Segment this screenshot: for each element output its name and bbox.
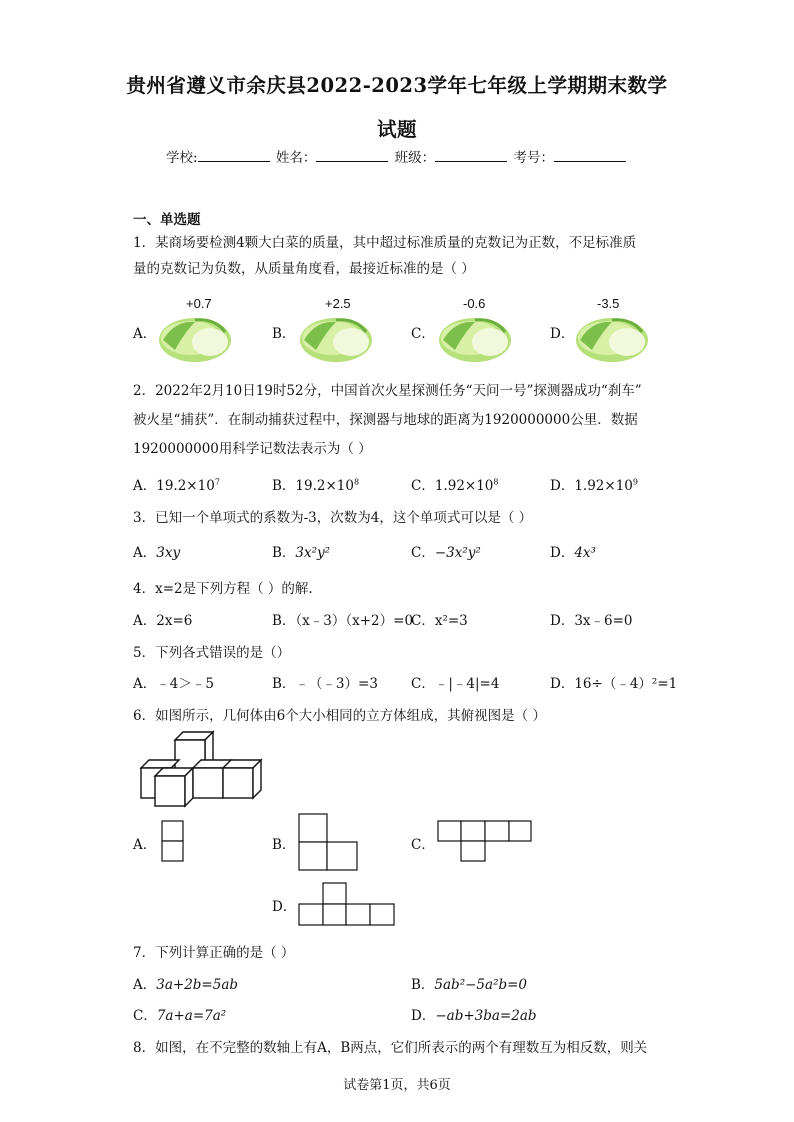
- cabbage-icon: [572, 312, 650, 366]
- q7-option-d: D．−ab+3ba=2ab: [411, 1008, 537, 1024]
- question-1: [133, 230, 663, 282]
- question-7: 7．下列计算正确的是（ ）: [133, 945, 295, 961]
- q2-option-d: D．$1.92\times 10^9$: [550, 477, 638, 494]
- school-label: 学校:: [166, 150, 198, 166]
- question-1-line1: 1．某商场要检测4颗大白菜的质量，其中超过标准质量的克数记为正数，不足标准质: [133, 235, 637, 251]
- q2-option-a: A．$19.2\times 10^7$: [133, 477, 220, 494]
- q6-option-d-figure: [298, 882, 396, 928]
- q5-option-b: B．﹣（﹣3）=3: [272, 676, 378, 692]
- q1-option-a-label: A．: [133, 326, 157, 342]
- exam-number-label: 考号：: [513, 150, 554, 166]
- cube-solid-figure: [133, 730, 263, 805]
- q7-option-a: A．3a+2b=5ab: [133, 977, 239, 993]
- q1-option-d-value: -3.5: [597, 296, 620, 311]
- q2-option-c: C．$1.92\times 10^8$: [411, 477, 499, 494]
- name-label: 姓名：: [275, 150, 317, 166]
- q1-option-a-value: +0.7: [186, 296, 212, 311]
- class-label: 班级：: [394, 150, 436, 166]
- q1-option-b-label: B．: [272, 326, 296, 342]
- q1-option-b-value: +2.5: [325, 296, 351, 311]
- q1-option-c-value: -0.6: [463, 296, 486, 311]
- q4-option-d: D．3x﹣6=0: [550, 613, 633, 629]
- question-2: [133, 377, 663, 464]
- q1-option-c-label: C．: [411, 326, 435, 342]
- cabbage-icon: [435, 312, 513, 366]
- question-4: 4．x=2是下列方程（ ）的解.: [133, 581, 313, 597]
- q4-option-c: C．x²=3: [411, 613, 468, 629]
- cabbage-icon: [296, 312, 374, 366]
- question-6: 6．如图所示，几何体由6个大小相同的立方体组成，其俯视图是（ ）: [133, 708, 546, 724]
- q6-option-a-label: A．: [133, 837, 157, 853]
- exam-title-line2: 试题: [376, 118, 417, 141]
- section-title: 一、单选题: [133, 212, 201, 228]
- cabbage-icon: [155, 312, 233, 366]
- q3-option-d: D．4x³: [550, 545, 596, 561]
- question-2-line1: 2．2022年2月10日19时52分，中国首次火星探测任务“天问一号”探测器成功“刹车”: [133, 383, 642, 399]
- q4-option-b: B．（x﹣3）（x+2）=0: [272, 613, 414, 629]
- question-8: 8．如图，在不完整的数轴上有A，B两点，它们所表示的两个有理数互为相反数，则关: [133, 1040, 648, 1056]
- q6-option-a-figure: [161, 820, 185, 864]
- q6-option-c-figure: [437, 820, 533, 864]
- q5-option-c: C．﹣|﹣4|=4: [411, 676, 500, 692]
- question-3: 3．已知一个单项式的系数为-3，次数为4，这个单项式可以是（ ）: [133, 510, 533, 526]
- class-blank: [435, 149, 507, 162]
- question-2-line2: 被火星“捕获”．在制动捕获过程中，探测器与地球的距离为1920000000公里．数据: [133, 412, 638, 428]
- page-footer: 试卷第1页，共6页: [343, 1078, 451, 1093]
- q7-option-b: B．5ab²−5a²b=0: [411, 977, 528, 993]
- exam-number-blank: [554, 149, 626, 162]
- question-1-line2: 量的克数记为负数，从质量角度看，最接近标准的是（ ）: [133, 261, 475, 277]
- q5-option-d: D．16÷（﹣4）²=1: [550, 676, 678, 692]
- q4-option-a: A．2x=6: [133, 613, 193, 629]
- question-2-line3: 1920000000用科学记数法表示为（ ）: [133, 441, 372, 457]
- school-blank: [198, 149, 270, 162]
- q3-option-a: A．3xy: [133, 545, 181, 561]
- q3-option-c: C．−3x²y²: [411, 545, 481, 561]
- q6-option-c-label: C．: [411, 837, 435, 853]
- q6-option-d-label: D．: [272, 899, 297, 915]
- q1-option-d-label: D．: [550, 326, 575, 342]
- q6-option-b-figure: [298, 813, 360, 871]
- student-info-row: [0, 146, 794, 166]
- question-5: 5．下列各式错误的是（）: [133, 645, 291, 661]
- q7-option-c: C．7a+a=7a²: [133, 1008, 227, 1024]
- q6-option-b-label: B．: [272, 837, 296, 853]
- q2-option-b: B．$19.2\times 10^8$: [272, 477, 360, 494]
- q5-option-a: A．﹣4＞﹣5: [133, 676, 214, 692]
- name-blank: [316, 149, 388, 162]
- q3-option-b: B．3x²y²: [272, 545, 331, 561]
- exam-title-line1: 贵州省遵义市余庆县2022-2023学年七年级上学期期末数学: [126, 74, 668, 97]
